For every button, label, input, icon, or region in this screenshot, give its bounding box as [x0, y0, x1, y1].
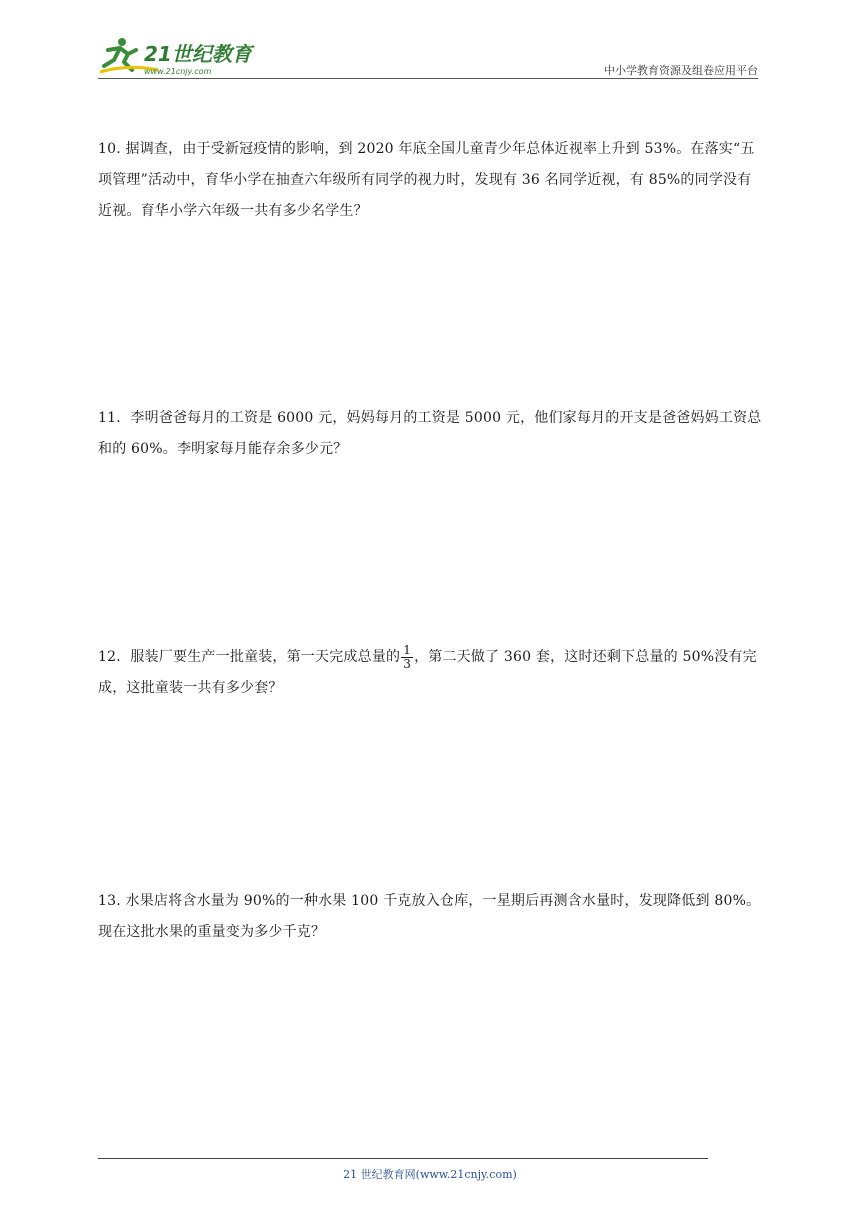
logo-text: 21世纪教育 — [144, 42, 252, 66]
question-13: 13. 水果店将含水量为 90%的一种水果 100 千克放入仓库，一星期后再测含水量时，发现降低到 80%。现在这批水果的重量变为多少千克？ — [98, 893, 761, 940]
logo-url: www.21cnjy.com — [144, 67, 212, 76]
header-platform-text: 中小学教育资源及组卷应用平台 — [604, 64, 758, 77]
footer-divider — [98, 1158, 708, 1159]
fraction-denominator: 3 — [403, 656, 412, 671]
page-header — [98, 28, 758, 80]
question-10: 10. 据调查，由于受新冠疫情的影响，到 2020 年底全国儿童青少年总体近视率上升到 53%。在落实“五项管理”活动中，育华小学在抽查六年级所有同学的视力时，发现有 36 名同学近视，有 85%的同学没有近视。育华小学六年级一共有多少名学生？ — [98, 141, 755, 219]
header-divider — [98, 78, 758, 79]
fraction-numerator: 1 — [403, 642, 412, 657]
site-logo — [98, 34, 268, 78]
footer-text: 21 世纪教育网(www.21cnjy.com) — [343, 1168, 517, 1181]
question-12 — [98, 642, 763, 704]
question-12-text-before: 12．服装厂要生产一批童装，第一天完成总量的 — [98, 649, 401, 665]
question-11: 11．李明爸爸每月的工资是 6000 元，妈妈每月的工资是 5000 元，他们家每月的开支是爸爸妈妈工资总和的 60%。李明家每月能存余多少元？ — [98, 410, 762, 457]
question-12-text-after: ，第二天做了 360 套，这时还剩下总量的 50%没有完成，这批童装一共有多少套？ — [98, 649, 757, 696]
fraction-one-third — [401, 644, 413, 671]
